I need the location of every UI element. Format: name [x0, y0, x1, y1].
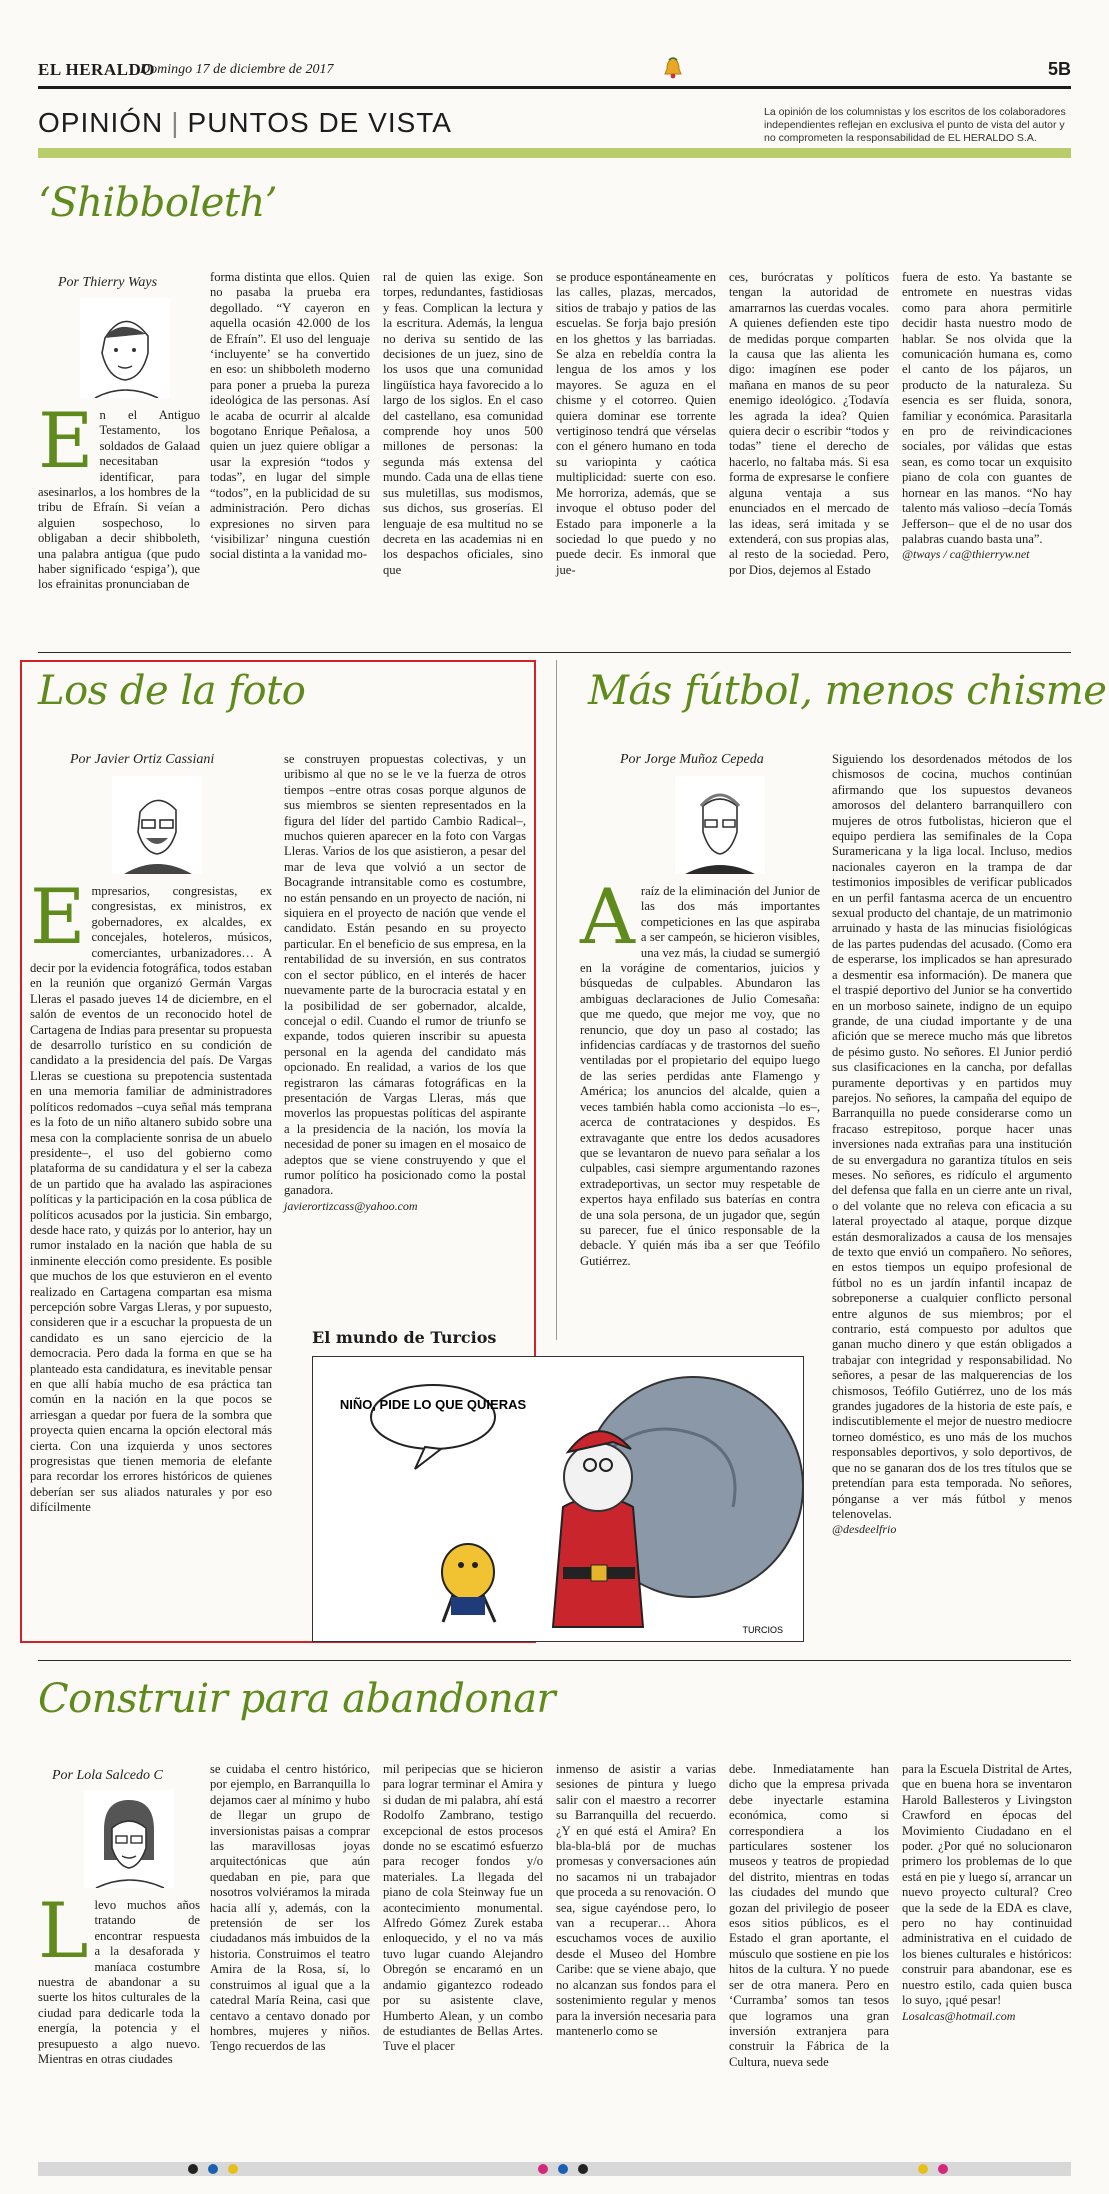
article4-column-5: debe. Inmediatamente han dicho que la empresa privada debe inyectarle estamina económica, como si correspondiera a los particulares sostener los museos y teatros de propiedad del distrito, mientras en todas las ciudades del mundo que gozan del privilegio de poseer esos sitios públicos, es el Estado el gran aportante, el músculo que sostiene en pie los hitos de la cultura. Y no puede ser de otra manera. Pero en ‘Curramba’ somos tan tesos que logramos una gran inversión extranjera para construir la Fábrica de la Cultura, nueva sede — [729, 1762, 889, 2069]
section-left: OPINIÓN — [38, 107, 164, 138]
article3-text-1: raíz de la eliminación del Junior de las dos más importantes competiciones en las que aspiraba a ser campeón, se hicieron visibles, una vez más, la ciudad se sumergió en la vorágine de comentarios, juicios y búsquedas de culpables. Abundaron las ambiguas declaraciones de Julio Comesaña: que me quedo, que mejor me voy, que no renuncio, que doy un paso al costado; las infidencias cardíacas y de trastornos del sueño ventiladas por el propietario del equipo luego de las series perdidas ante Flamengo y América; los anuncios del alcalde, quien a veces también habla como accionista –lo es–, acerca de contrataciones y despidos. Es extravagante que entre los dedos acusadores que se levantaron de nuevo para señalar a los culpables, casi siempre argumentando razones extradeportivas, un sector muy respetable de expertos haya enfilado sus baterías en contra de una sola persona, de un jugador que, según su parecer, fue el único responsable de la debacle. Y quién más iba a ser que Teófilo Gutiérrez. — [580, 884, 820, 1268]
article3-column-2 — [832, 752, 1072, 1538]
article4-top-rule — [38, 1660, 1071, 1661]
article1-dropcap: E — [38, 396, 94, 485]
article2-byline: Por Javier Ortiz Cassiani — [70, 752, 215, 767]
article1-column-2: forma distinta que ellos. Quien no pasaba la prueba era degollado. “Y cayeron en aquella ocasión 42.000 de los de Efraín”. El uso del lenguaje ‘incluyente’ se ha convertido en eso: un shibboleth moderno para poner a prueba la pureza ideológica de las personas. Así le acaba de ocurrir al alcalde bogotano Enrique Peñalosa, a quien un juez quiere obligar a usar la expresión “todos y todas”, en lugar del simple “todos”, en la publicidad de su administración. Pero dichas expresiones no sirven para ‘visibilizar’ ninguna cuestión social distinta a la vanidad mo- — [210, 270, 370, 562]
article2-text-1: mpresarios, congresistas, ex congresistas, ex ministros, ex gobernadores, ex alcaldes, ex concejales, hoteleros, músicos, comerciantes, urbanizadores… A decir por la evidencia fotográfica, todos estaban en la reunión que organizó Germán Vargas Lleras el pasado jueves 14 de diciembre, en el salón de eventos de un reconocido hotel de Cartagena de Indias para presentar su propuesta de desarrollo turístico en su condición de candidato a la presidencia del país. De Vargas Lleras se cuestiona su prepotencia sustentada en una memoria familiar de administradores políticos redomados –cuya señal más temprana es la foto de un niño altanero subido sobre una mesa con la complaciente sonrisa de un abuelo presidente–, el uso del gobierno como plataforma de su candidatura y el ser la cabeza de un partido que ha avalado las aspiraciones políticas y la participación en la cosa pública de políticos acusados por la justicia. Sin embargo, desde hace rato, y quizás por lo anterior, hay un rumor instalado en la nación que habla de su inminente elección como presidente. Es posible que muchos de los que estuvieron en el evento realizado en Cartagena compartan esa misma percepción sobre Vargas Lleras, y por supuesto, consideren que ir a escuchar la propuesta de un candidato es un sano ejercicio de la democracia. Pero dada la forma en que se ha planteado esta candidatura, es inevitable pensar en que allí había mucho de esa práctica tan común en la nación en la que pocos se arriesgan a quedar por fuera de la sombra que proyecta quien encarna la opción electoral más cierta. Con una izquierda y unos sectores progresistas que tienen memoria de elefante para recordar los errores históricos de quienes deberían ser sus aliados naturales y por eso difícilmente — [30, 884, 272, 1515]
article4-byline: Por Lola Salcedo C — [52, 1768, 163, 1783]
author-portrait-javier-ortiz — [112, 776, 202, 874]
article4-column-3: mil peripecias que se hicieron para lograr terminar el Amira y si dudan de mi palabra, ahí está Rodolfo Zambrano, testigo excepcional de estos procesos donde no se escatimó esfuerzo para recoger fondos y/o materiales. La llegada del piano de cola Steinway fue un acontecimiento monumental. Alfredo Gómez Zurek estaba enloquecido, y el no va más tuvo lugar cuando Alejandro Obregón se encaramó en un andamio gigantezco rodeado por su asistente clave, Humberto Alean, y un combo de estudiantes de Bellas Artes. Tuve el placer — [383, 1762, 543, 2054]
swatch-yellow — [228, 2164, 238, 2174]
article1-column-3: ral de quien las exige. Son torpes, redundantes, fastidiosas y feas. Complican la lectura y la escritura. Además, la lengua no deriva su sentido de las decisiones de un juez, sino de los usos que una comunidad lingüística haya favorecido a lo largo de los siglos. En el caso del castellano, esa comunidad comprende hoy unos 500 millones de personas: la segunda más extensa del mundo. Cada una de ellas tiene sus muletillas, sus modismos, sus dichos, sus groserías. El lenguaje de esa multitud no se decreta en las academias ni en los despachos oficiales, sino que — [383, 270, 543, 577]
article2-signoff: javierortizcass@yahoo.com — [284, 1198, 418, 1213]
article4-signoff: Losalcas@hotmail.com — [902, 2008, 1016, 2023]
article1-signoff: @tways / ca@thierryw.net — [902, 547, 1030, 562]
article4-column-2: se cuidaba el centro histórico, por ejemplo, en Barranquilla lo dejamos caer al mínimo y hubo de llegar un grupo de inversionistas paisas a comprar las maravillosas joyas arquitectónicas que aún quedaban en pie, para que nosotros volviéramos la mirada hacia allí y, además, con la pretensión de ser los ciudadanos más imbuidos de la historia. Construimos el teatro Amira de la Rosa, sí, lo construimos al igual que a la catedral María Reina, casi que centavo a centavo donado por hombres, mujeres y niños. Tengo recuerdos de las — [210, 1762, 370, 2054]
swatch-magenta — [538, 2164, 548, 2174]
article3-signoff: @desdeelfrio — [832, 1522, 897, 1537]
article4-text-6: para la Escuela Distrital de Artes, que en buena hora se inventaron Harold Ballesteros y Livingston Crawford en épocas del Movimiento Ciudadano en el poder. ¿Por qué no solucionaron primero los problemas de lo que está en pie y luego sí, arrancar un nuevo proyecto cultural? Creo que la sede de la EDA es clave, pero no hay continuidad administrativa en el cuidado de los bienes culturales e históricos: construir para abandonar, ese es nuestro estilo, cada quien busca lo suyo, ¡qué pesar! — [902, 1762, 1072, 2008]
article1-bottom-rule — [38, 652, 1071, 653]
article3-column-1 — [580, 872, 820, 1269]
swatch-black — [188, 2164, 198, 2174]
article4-text-1: levo muchos años tratando de encontrar respuesta a la desaforada y maníaca costumbre nuestra de abandonar a su suerte los hitos culturales de la ciudad para dedicarle toda la energía, la potencia y el presupuesto a algo nuevo. Mientras en otras ciudades — [38, 1898, 200, 2067]
cartoon-title: El mundo de Turcios — [312, 1328, 497, 1347]
article1-column-5: ces, burócratas y políticos tengan la autoridad de amarrarnos las cuerdas vocales. A quienes defienden este tipo de medidas porque comparten la causa que las alienta les digo: imagínen ese poder mañana en manos de su peor enemigo ideológico. ¿Todavía les agrada la idea? Quien quiera decir o escribir “todos y todas” tiene el derecho de hacerlo, no faltaba más. Si esa forma de expresarse le confiere alguna ventaja a sus enunciados en el mercado de las ideas, será imitada y se extenderá, con sus propias alas, al resto de la sociedad. Pero, por Dios, dejemos al Estado — [729, 270, 889, 577]
swatch-cyan-2 — [558, 2164, 568, 2174]
article3-text-2: Siguiendo los desordenados métodos de los chismosos de cocina, muchos continúan afirmando que los supuestos devaneos amorosos del delantero barranquillero con mujeres de otros futbolistas, hicieron que el equipo perdiera las semifinales de la Copa Suramericana y la liga local. Incluso, medios nacionales cayeron en la trampa de dar testimonios imposibles de verificar publicados en un perfil fantasma acerca de un encuentro sexual producto del chantaje, de un matrimonio arruinado y hasta de las minucias fisiológicas de las partes pudendas del acusado. (Como era de esperarse, los implicados se han apresurado a desmentir esa información). De manera que el traspié deportivo del Junior se ha convertido en un morboso sainete, indigno de un equipo grande, de una ciudad importante y de una afición que se merece mucho más que libretos de pésimo gusto. No señores. El Junior perdió sus clasificaciones en la cancha, por defallas puramente deportivas y en partidos muy parejos. No señores, la campaña del equipo de Barranquilla no puede considerarse como un fracaso estrepitoso, porque hacer unas inversiones nada extrañas para una institución de su envergadura no garantiza títulos en seis meses. No señores, es ridículo el argumento del defensa que falla en un cierre ante un rival, o del volante que no releva con eficacia a su lateral proyectado al ataque, porque dizque están desmoralizados a causa de los mensajes de texto que envió un compañero. No señores, en estos tiempos un equipo profesional de fútbol no es un jardín infantil incapaz de sobreponerse a cualquier conflicto personal entre algunos de sus miembros; por el contrario, está compuesto por adultos que ganan mucho dinero y que están obligados a trabajar con integridad y responsabilidad. No señores, a pesar de las malquerencias de los chismosos, Teófilo Gutiérrez, uno de los más grandes jugadores de la historia de este país, e indiscutiblemente el mejor de nuestro mediocre torneo doméstico, es uno más de los muchos responsables deportivos, y solo deportivos, de que no se ganaran dos de los tres títulos que se pretendían para esta temporada. No señores, pónganse a ver más fútbol y menos telenovelas. — [832, 752, 1072, 1521]
christmas-bell-icon — [663, 56, 683, 80]
cartoon-panel — [312, 1356, 804, 1642]
article2-headline: Los de la foto — [38, 668, 306, 714]
article3-byline: Por Jorge Muñoz Cepeda — [620, 752, 764, 767]
article1-byline: Por Thierry Ways — [58, 275, 158, 290]
author-portrait-jorge-munoz — [675, 776, 765, 874]
column-divider — [556, 660, 557, 1340]
section-separator: | — [171, 107, 180, 138]
article2-dropcap: E — [30, 872, 86, 961]
article2-column-2 — [284, 752, 526, 1214]
masthead — [38, 56, 1071, 86]
cartoon-signature: TURCIOS — [742, 1625, 783, 1635]
article1-column-4: se produce espontáneamente en las calles, plazas, mercados, sitios de trabajo y patios de las escuelas. Se forja bajo presión en los ghettos y las barriadas. Se alza en rebeldía contra la lengua de los amos y los mayores. Se aguza en el chisme y el cotorreo. Quien quiera dominar ese torrente vertiginoso tendrá que vérselas con el género humano en toda su variopinta y caótica multiplicidad: suerte con eso. Me horroriza, además, que se invoque el obtuso poder del Estado para imponerle a la sociedad lo que puedo y no puede decir. Es inmoral que jue- — [556, 270, 716, 577]
article2-column-1 — [30, 872, 272, 1516]
article2-text-2: se construyen propuestas colectivas, y un uribismo al que no se le ve la fuerza de otros tiempos –entre otras cosas porque algunos de sus miembros se sienten representados en la figura del líder del partido Cambio Radical–, muchos quieren aparecer en la foto con Vargas Lleras. Varios de los que asistieron, a pesar del mar de leva que volvió a un sector de Bocagrande intransitable como es costumbre, no están pensando en un proyecto de nación, ni siquiera en el proyecto de nación que vende el candidato. Están pesando en su proyecto particular. En el beneficio de sus empresa, en la rentabilidad de su inversión, en sus contratos con el sector público, en el interés de hacer nuevamente parte de la burocracia estatal y en la posibilidad de ser gobernador, alcalde, concejal o edil. Cuando el rumor de triunfo se expande, todos quieren inscribir su apuesta personal en la agenda del candidato más opcionado. En realidad, a varios de los que registraron las cámaras fotográficas en la presentación de Vargas Lleras, más que moverlos las propuestas políticas del aspirante a la presidencia de la nación, los movía la necesidad de poner su imagen en el mosaico de adeptos que se viene construyendo y que el rumor político ha posicionado como la postal ganadora. — [284, 752, 526, 1198]
swatch-yellow-2 — [918, 2164, 928, 2174]
author-portrait-lola-salcedo — [84, 1790, 174, 1888]
cartoon-speech-text: NIÑO, PIDE LO QUE QUIERAS — [339, 1397, 527, 1412]
author-portrait-thierry-ways — [80, 298, 170, 398]
section-title — [38, 107, 452, 139]
swatch-magenta-2 — [938, 2164, 948, 2174]
section-right: PUNTOS DE VISTA — [187, 107, 452, 138]
page-number: 5B — [1047, 59, 1071, 79]
section-green-rule — [38, 148, 1071, 158]
article4-column-6 — [902, 1762, 1072, 2024]
article1-column-1 — [38, 396, 200, 593]
article1-column-6 — [902, 270, 1072, 563]
swatch-cyan — [208, 2164, 218, 2174]
section-disclaimer: La opinión de los columnistas y los escritos de los colaboradores independientes reflejan en exclusiva el punto de vista del autor y no comprometen la responsabilidad de EL HERALDO S.A. — [764, 106, 1066, 144]
article4-column-4: inmenso de asistir a varias sesiones de pintura y luego salir con el maestro a recorrer su Barranquilla del recuerdo. ¿Y en qué está el Amira? En bla-bla-blá por de muchas promesas y conversaciones aún no sacamos ni un trabajador que proceda a su renovación. O sea, sigue cayéndose pero, lo van a recuperar… Ahora escuchamos voces de auxilio desde el Museo del Hombre Caribe: que se viene abajo, que no alcanzan sus fondos para el sostenimiento regular y menos para la inversión necesaria para mantenerlo como se — [556, 1762, 716, 2038]
article4-headline: Construir para abandonar — [38, 1676, 556, 1722]
article3-headline: Más fútbol, menos chisme — [588, 668, 1107, 714]
printer-color-bar — [38, 2162, 1071, 2176]
article4-column-1 — [38, 1886, 200, 2067]
article1-headline: ‘Shibboleth’ — [38, 180, 277, 226]
swatch-black-2 — [578, 2164, 588, 2174]
article1-text-1: n el Antiguo Testamento, los soldados de Galaad necesitaban identificar, para asesinarlos, a los hombres de la tribu de Efraín. Si veían a alguien sospechoso, lo obligaban a decir shibboleth, una palabra antigua (que pudo haber significado ‘espiga’), que los efrainitas pronunciaban de — [38, 408, 200, 592]
article1-text-6: fuera de esto. Ya bastante se entromete en nuestras vidas como para ahora permitirle decidir hasta nuestro modo de hablar. Se nos olvida que la comunicación humana es, como el canto de los pájaros, un producto de la naturaleza. Su esencia es ser fluida, sonora, familiar y económica. Parasitarla en pro de reivindicaciones sociales, por válidas que estas sean, es como tocar un exquisito piano de cola con guantes de hornear en las manos. “No hay talento más valioso –decía Tomás Jefferson– que el de no usar dos palabras cuando basta una”. — [902, 270, 1072, 546]
article4-dropcap: L — [38, 1886, 89, 1975]
masthead-rule — [38, 86, 1071, 89]
paper-name: EL HERALDO — [38, 60, 155, 79]
cartoon-drawing — [313, 1357, 804, 1642]
edition-date: Domingo 17 de diciembre de 2017 — [140, 62, 334, 77]
article3-dropcap: A — [580, 872, 635, 961]
